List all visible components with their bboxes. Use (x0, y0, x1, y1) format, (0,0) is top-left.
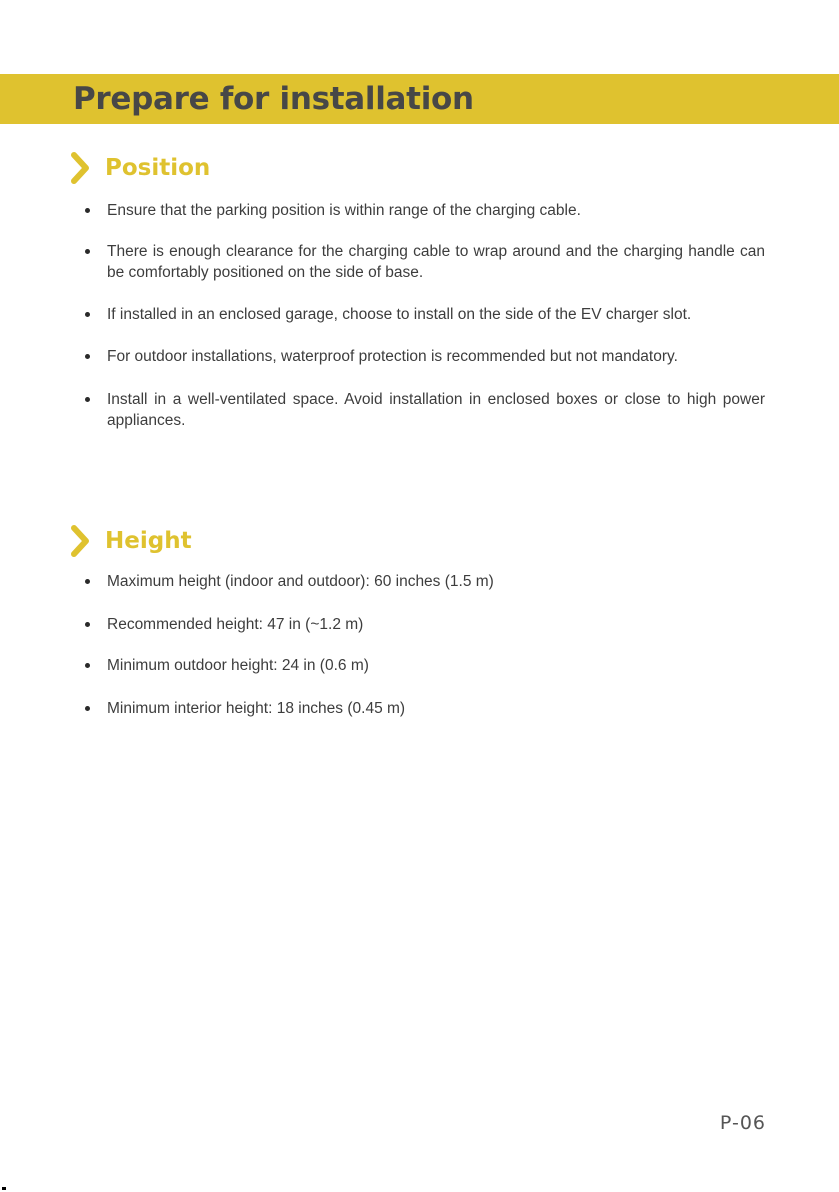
height-section-header (70, 524, 192, 558)
list-item: If installed in an enclosed garage, choose to install on the side of the EV charger slot. (82, 304, 765, 325)
list-item: Ensure that the parking position is within range of the charging cable. (82, 200, 765, 221)
list-item: Minimum outdoor height: 24 in (0.6 m) (82, 655, 765, 676)
page-title: Prepare for installation (73, 81, 474, 117)
list-item: Maximum height (indoor and outdoor): 60 inches (1.5 m) (82, 571, 765, 592)
position-section-title: Position (105, 155, 211, 181)
list-item: Install in a well-ventilated space. Avoid installation in enclosed boxes or close to high power appliances. (82, 389, 765, 431)
title-band (0, 74, 839, 124)
position-section-header (70, 151, 210, 185)
list-item: Minimum interior height: 18 inches (0.45 m) (82, 698, 765, 719)
corner-mark (2, 1187, 6, 1190)
height-section-title: Height (105, 528, 192, 554)
chevron-right-icon (70, 151, 92, 185)
page-number: P-06 (719, 1112, 766, 1134)
list-item: There is enough clearance for the charging cable to wrap around and the charging handle can be comfortably positioned on the side of base. (82, 241, 765, 283)
list-item: For outdoor installations, waterproof protection is recommended but not mandatory. (82, 346, 765, 367)
chevron-right-icon (70, 524, 92, 558)
list-item: Recommended height: 47 in (~1.2 m) (82, 614, 765, 635)
